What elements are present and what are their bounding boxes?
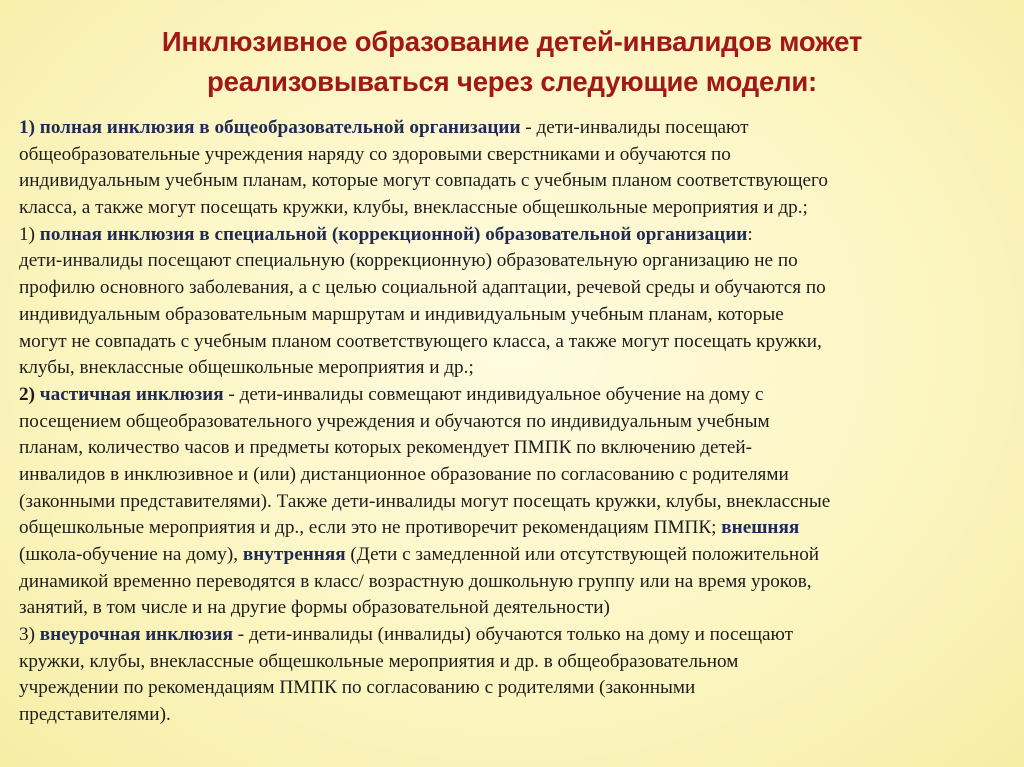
body-line-18: динамикой временно переводятся в класс/ возрастную дошкольную группу или на время уроков,	[19, 570, 812, 592]
item-number: 1)	[19, 117, 35, 138]
body-line-9: могут не совпадать с учебным планом соответствующего класса, а также могут посещать кружки,	[19, 330, 822, 352]
body-line-7: профилю основного заболевания, а с целью социальной адаптации, речевой среды и обучаются по	[19, 277, 826, 299]
body-line-3: индивидуальным учебным планам, которые могут совпадать с учебным планом соответствующего	[19, 170, 829, 192]
body-line-1	[19, 115, 1009, 142]
body-line-19: занятий, в том числе и на другие формы образовательной деятельности)	[19, 597, 610, 619]
body-line-13: планам, количество часов и предметы которых рекомендует ПМПК по включению детей-	[19, 437, 753, 459]
body-line-20	[19, 622, 1009, 649]
slide-body	[19, 115, 1009, 729]
body-text: - дети-инвалиды посещают	[520, 117, 749, 138]
body-line-11	[19, 382, 1009, 409]
term-external: внешняя	[721, 517, 800, 539]
model-name-full-inclusion-general: полная инклюзия в общеобразовательной организации	[39, 117, 521, 138]
body-line-8: индивидуальным образовательным маршрутам и индивидуальным учебным планам, которые	[19, 303, 784, 325]
body-line-22: учреждении по рекомендациям ПМПК по согласованию с родителями (законными	[19, 677, 696, 699]
body-line-23: представителями).	[19, 704, 171, 726]
body-text: - дети-инвалиды (инвалиды) обучаются только на дому и посещают	[233, 624, 794, 646]
body-line-14: инвалидов в инклюзивное и (или) дистанционное образование по согласованию с родителями	[19, 463, 789, 485]
model-name-partial-inclusion: частичная инклюзия	[39, 383, 224, 405]
slide-title-line-2: реализовываться через следующие модели:	[207, 66, 817, 97]
model-name-full-inclusion-special: полная инклюзия в специальной (коррекционной) образовательной организации	[39, 223, 748, 245]
body-line-16	[19, 515, 1009, 542]
slide-title-line-1: Инклюзивное образование детей-инвалидов может	[161, 26, 863, 57]
body-line-21: кружки, клубы, внеклассные общешкольные мероприятия и др. в общеобразовательном	[19, 650, 739, 672]
body-text: - дети-инвалиды совмещают индивидуальное обучение на дому с	[223, 383, 764, 405]
body-line-17	[19, 542, 1009, 569]
model-name-extracurricular-inclusion: внеурочная инклюзия	[39, 624, 233, 646]
term-internal: внутренняя	[242, 544, 346, 565]
body-line-4: класса, а также могут посещать кружки, клубы, внеклассные общешкольные мероприятия и др.;	[19, 197, 808, 219]
body-line-2: общеобразовательные учреждения наряду со здоровыми сверстниками и обучаются по	[19, 143, 731, 165]
item-number: 2)	[19, 383, 35, 405]
body-line-12: посещением общеобразовательного учреждения и обучаются по индивидуальным учебным	[19, 410, 770, 432]
item-number: 3)	[19, 624, 40, 646]
body-line-5	[19, 222, 1009, 249]
body-line-6: дети-инвалиды посещают специальную (коррекционную) образовательную организацию не по	[19, 250, 798, 272]
body-line-15: (законными представителями). Также дети-инвалиды могут посещать кружки, клубы, внеклассные	[19, 490, 831, 512]
body-line-10: клубы, внеклассные общешкольные мероприятия и др.;	[19, 357, 474, 379]
body-text: общешкольные мероприятия и др., если это не противоречит рекомендациям ПМПК;	[19, 517, 722, 539]
slide-title	[40, 22, 984, 102]
body-text: :	[747, 223, 753, 245]
item-number: 1)	[19, 223, 35, 245]
body-text: (Дети с замедленной или отсутствующей положительной	[345, 544, 820, 565]
body-text: (школа-обучение на дому),	[19, 544, 243, 565]
